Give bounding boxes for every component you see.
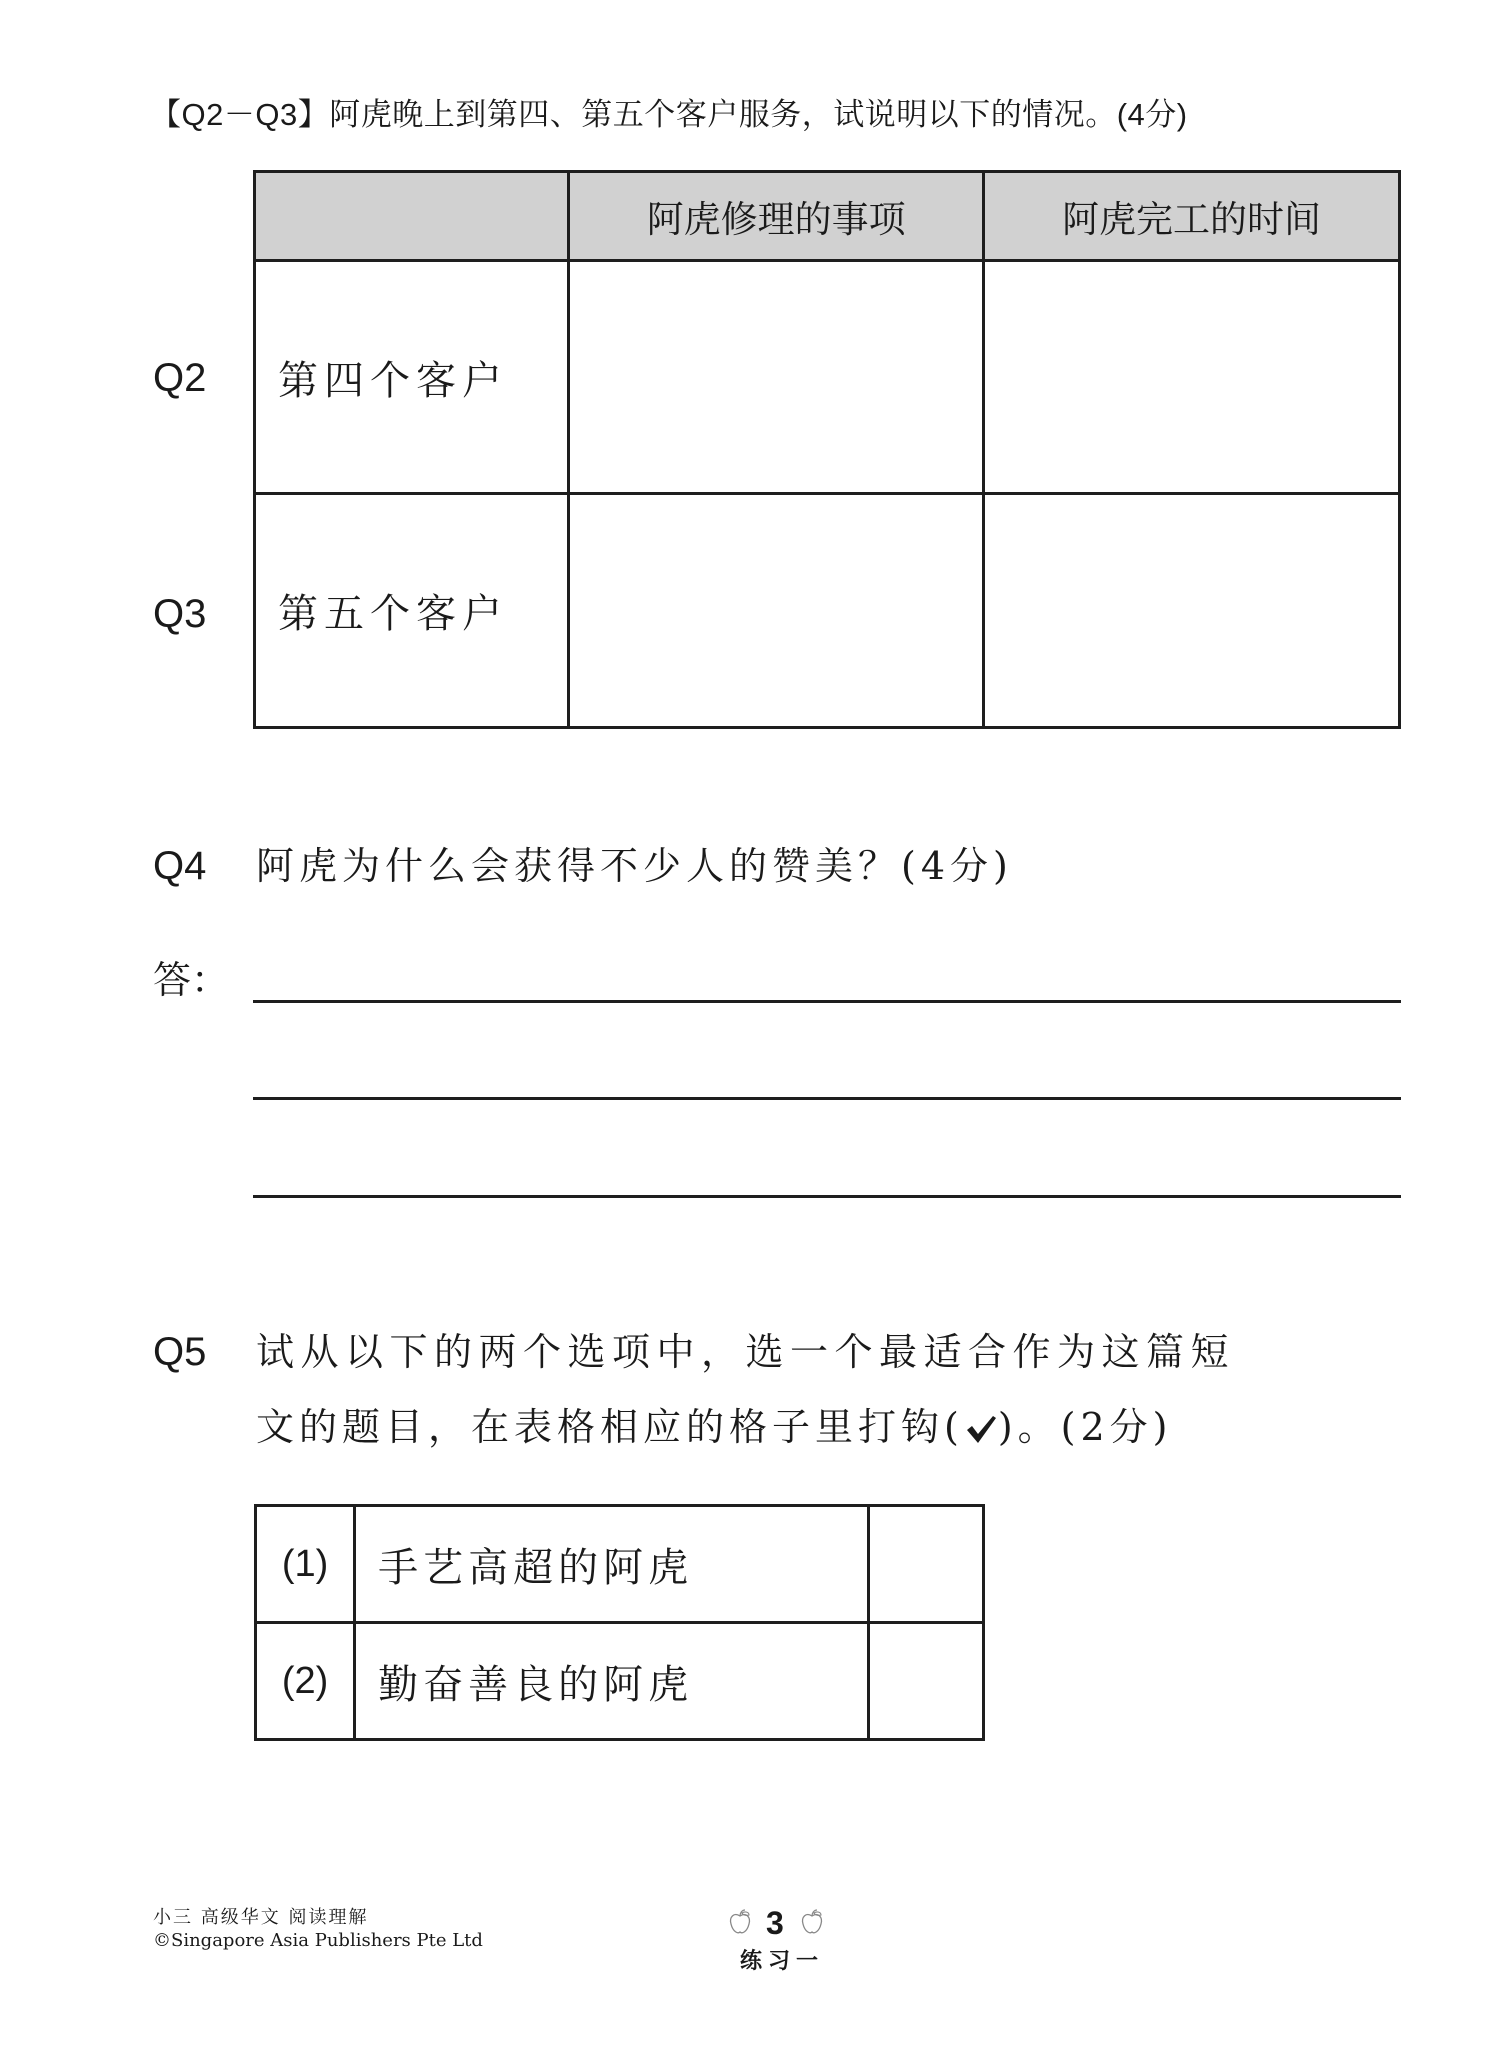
question-text-q5-line1: 试从以下的两个选项中，选一个最适合作为这篇短 xyxy=(256,1330,1236,1374)
option-label-1: 手艺高超的阿虎 xyxy=(355,1506,869,1623)
answer-label: 答： xyxy=(153,958,230,1002)
footer-book-title: 小三 高级华文 阅读理解 xyxy=(153,1907,369,1928)
answer-cell-q2-finish-time[interactable] xyxy=(984,261,1400,494)
option-number-1: (1) xyxy=(256,1506,355,1623)
q5-line2-after: )。(2分) xyxy=(997,1405,1173,1449)
answer-cell-q3-repair-item[interactable] xyxy=(569,494,984,728)
apple-icon xyxy=(728,1908,752,1936)
table-header-row xyxy=(255,172,1400,261)
table-row xyxy=(256,1506,984,1623)
option-checkbox-2[interactable] xyxy=(868,1623,983,1740)
question-number-q2: Q2 xyxy=(153,356,207,400)
answer-line-2[interactable] xyxy=(253,1097,1401,1100)
option-number-2: (2) xyxy=(256,1623,355,1740)
exercise-label: 练习一 xyxy=(740,1948,825,1974)
table-row xyxy=(256,1623,984,1740)
question-number-q4: Q4 xyxy=(153,844,207,888)
answer-cell-q3-finish-time[interactable] xyxy=(984,494,1400,728)
question-number-q3: Q3 xyxy=(153,592,207,636)
table-header-empty xyxy=(255,172,569,261)
table-row xyxy=(255,261,1400,494)
q5-line2-before: 文的题目，在表格相应的格子里打钩( xyxy=(256,1405,964,1449)
answer-line-1[interactable] xyxy=(253,1000,1401,1003)
question-text-q5-line2 xyxy=(256,1403,1172,1457)
question-number-q5: Q5 xyxy=(153,1330,207,1374)
row-label-fourth-customer: 第四个客户 xyxy=(255,261,569,494)
q2-q3-answer-table xyxy=(253,170,1401,729)
question-text-q4: 阿虎为什么会获得不少人的赞美？(4分) xyxy=(256,844,1013,888)
checkmark-icon xyxy=(964,1409,998,1457)
apple-icon xyxy=(800,1908,824,1936)
table-header-repair-item: 阿虎修理的事项 xyxy=(569,172,984,261)
option-label-2: 勤奋善良的阿虎 xyxy=(355,1623,869,1740)
table-header-finish-time: 阿虎完工的时间 xyxy=(984,172,1400,261)
option-checkbox-1[interactable] xyxy=(868,1506,983,1623)
table-row xyxy=(255,494,1400,728)
footer-copyright: ©Singapore Asia Publishers Pte Ltd xyxy=(153,1930,483,1951)
page-number: 3 xyxy=(766,1905,784,1941)
section-title-q2-q3: 【Q2－Q3】阿虎晚上到第四、第五个客户服务，试说明以下的情况。(4分) xyxy=(150,97,1188,132)
q5-options-table xyxy=(254,1504,985,1741)
answer-cell-q2-repair-item[interactable] xyxy=(569,261,984,494)
answer-line-3[interactable] xyxy=(253,1195,1401,1198)
row-label-fifth-customer: 第五个客户 xyxy=(255,494,569,728)
